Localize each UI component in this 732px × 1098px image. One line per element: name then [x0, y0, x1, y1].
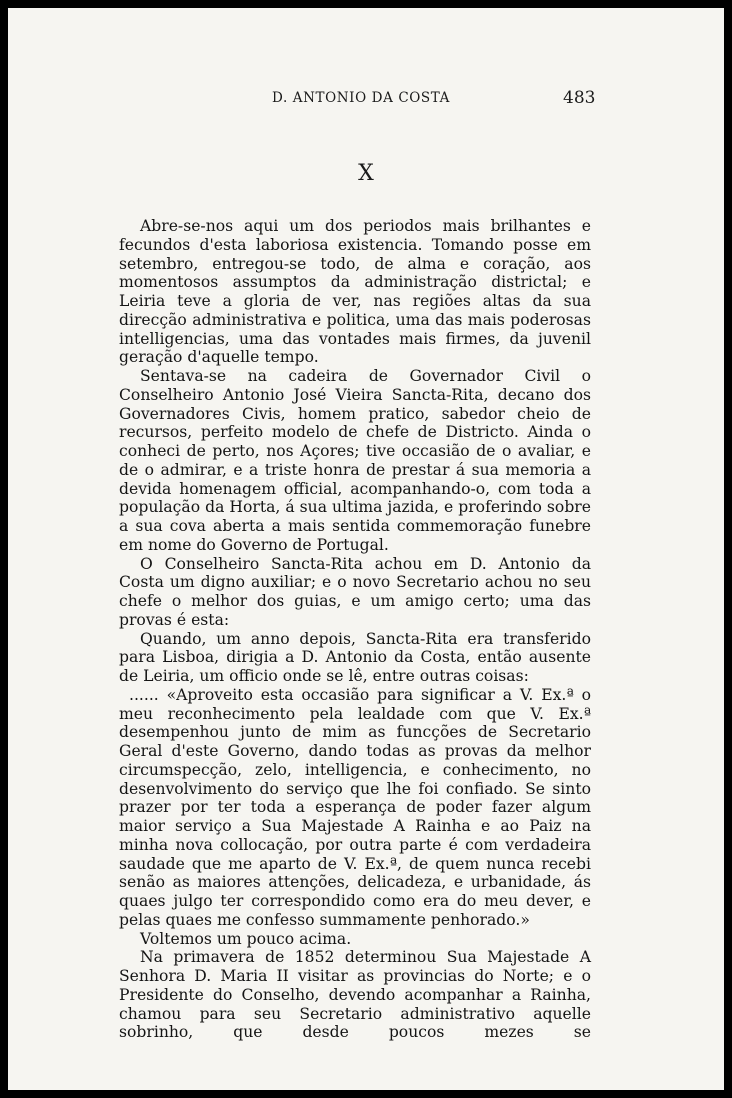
paragraph-1: Abre-se-nos aqui um dos periodos mais brilhantes e fecundos d'esta laboriosa existencia. Tomando posse em setembro, entregou-se todo, de alma e coração, aos momentosos assumptos da administração districtal; e Leiria teve a gloria de ver, nas regiões altas da sua direcção administrativa e politica, uma das mais poderosas intelligencias, uma das vontades mais firmes, da juvenil geração d'aquelle tempo. [119, 217, 591, 367]
quoted-official-letter: ...... «Aproveito esta occasião para significar a V. Ex.ª o meu reconhecimento pela lealdade com que V. Ex.ª desempenhou junto de mim as funcções de Secretario Geral d'este Governo, dando todas as provas da melhor circumspecção, zelo, intelligencia, e conhecimento, no desenvolvimento do serviço que lhe foi confiado. Se sinto prazer por ter toda a esperança de poder fazer algum maior serviço a Sua Majestade A Rainha e ao Paiz na minha nova collocação, por outra parte é com verdadeira saudade que me aparto de V. Ex.ª, de quem nunca recebi senão as maiores attenções, delicadeza, e urbanidade, ás quaes julgo ter correspondido como era do meu dever, e pelas quaes me confesso summamente penhorado.» [119, 685, 591, 929]
body-text [119, 217, 591, 1042]
chapter-heading: X [358, 161, 374, 186]
paragraph-3: O Conselheiro Sancta-Rita achou em D. Antonio da Costa um digno auxiliar; e o novo Secretario achou no seu chefe o melhor dos guias, e um amigo certo; uma das provas é esta: [119, 554, 591, 629]
page-number: 483 [563, 88, 596, 108]
paragraph-6: Voltemos um pouco acima. [140, 929, 352, 948]
book-page [8, 8, 724, 1090]
paragraph-2: Sentava-se na cadeira de Governador Civil o Conselheiro Antonio José Vieira Sancta-Rita, decano dos Governadores Civis, homem pratico, sabedor cheio de recursos, perfeito modelo de chefe de Districto. Ainda o conheci de perto, nos Açores; tive occasião de o avaliar, e de o admirar, e a triste honra de prestar á sua memoria a devida homenagem official, acompanhando-o, com toda a população da Horta, á sua ultima jazida, e proferindo sobre a sua cova aberta a mais sentida commemoração funebre em nome do Governo de Portugal. [119, 367, 591, 554]
paragraph-7: Na primavera de 1852 determinou Sua Majestade A Senhora D. Maria II visitar as provincias do Norte; e o Presidente do Conselho, devendo acompanhar a Rainha, chamou para seu Secretario administrativo aquelle sobrinho, que desde poucos mezes se [119, 948, 591, 1042]
paragraph-4: Quando, um anno depois, Sancta-Rita era transferido para Lisboa, dirigia a D. Antonio da Costa, então ausente de Leiria, um officio onde se lê, entre outras coisas: [119, 629, 591, 685]
page-header [8, 88, 724, 112]
running-title: D. ANTONIO DA COSTA [272, 90, 450, 106]
